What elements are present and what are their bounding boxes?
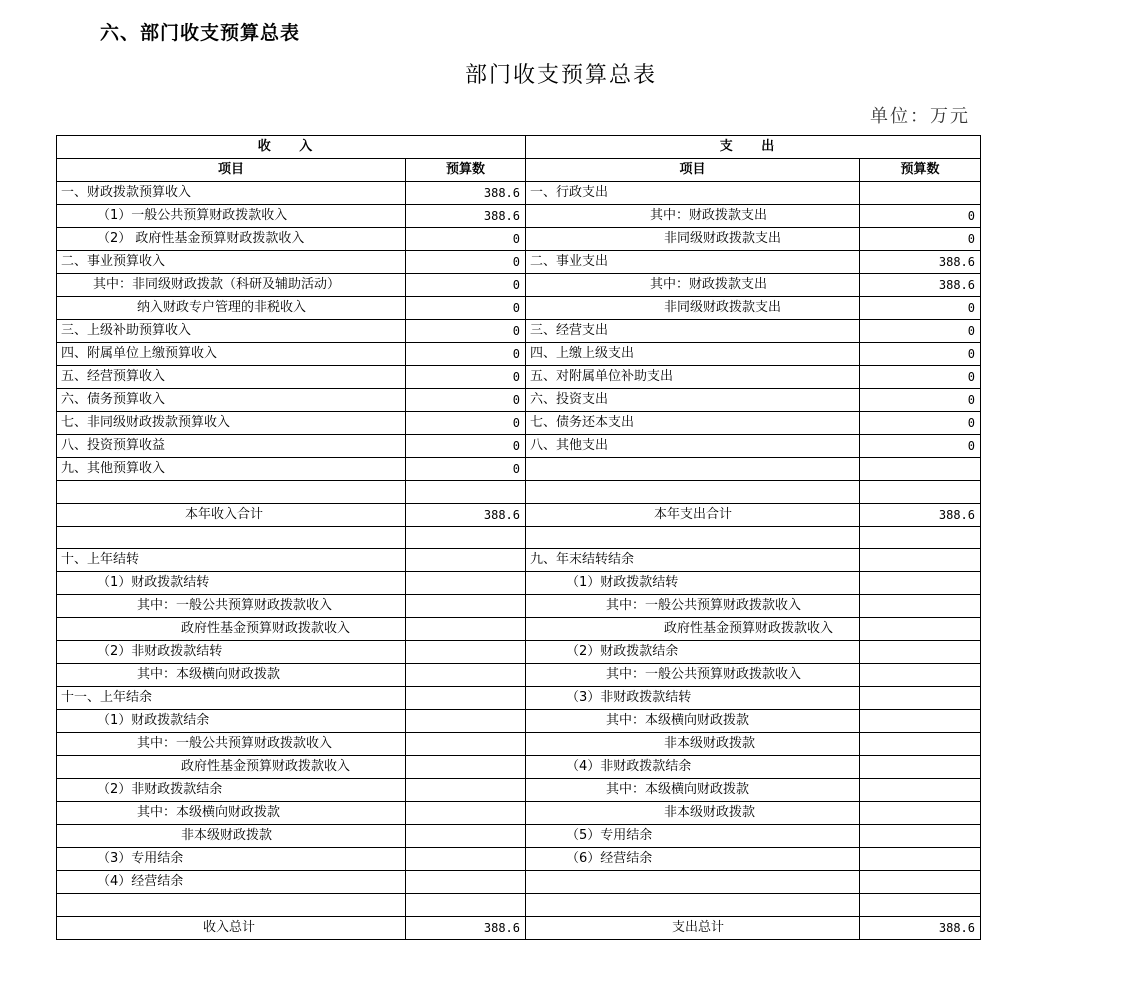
income-item-cell: （2）非财政拨款结转 bbox=[57, 641, 406, 664]
income-item-cell bbox=[57, 894, 406, 917]
income-item-cell: 三、上级补助预算收入 bbox=[57, 320, 406, 343]
expense-amount-cell bbox=[860, 572, 981, 595]
table-row bbox=[57, 274, 981, 297]
income-item-cell: 其中：本级横向财政拨款 bbox=[57, 802, 406, 825]
expense-item-cell: 支出总计 bbox=[526, 917, 860, 940]
table-group-header-row bbox=[57, 136, 981, 159]
table-row bbox=[57, 641, 981, 664]
income-amount-cell bbox=[406, 894, 526, 917]
income-amount-cell: 0 bbox=[406, 412, 526, 435]
income-amount-cell: 0 bbox=[406, 366, 526, 389]
income-amount-cell bbox=[406, 549, 526, 572]
table-row bbox=[57, 412, 981, 435]
section-heading: 六、部门收支预算总表 bbox=[100, 22, 301, 44]
expense-item-cell: （4）非财政拨款结余 bbox=[526, 756, 860, 779]
income-item-cell: 八、投资预算收益 bbox=[57, 435, 406, 458]
expense-item-cell: （2）财政拨款结余 bbox=[526, 641, 860, 664]
expense-amount-cell: 0 bbox=[860, 366, 981, 389]
expense-item-cell: （5）专用结余 bbox=[526, 825, 860, 848]
expense-item-cell: 本年支出合计 bbox=[526, 503, 860, 526]
income-item-cell: 七、非同级财政拨款预算收入 bbox=[57, 412, 406, 435]
income-item-header: 项目 bbox=[57, 159, 406, 182]
income-item-cell: 十一、上年结余 bbox=[57, 687, 406, 710]
expense-amount-cell bbox=[860, 481, 981, 504]
expense-amount-cell bbox=[860, 182, 981, 205]
income-item-cell: （4）经营结余 bbox=[57, 871, 406, 894]
income-item-cell: 九、其他预算收入 bbox=[57, 458, 406, 481]
income-amount-cell bbox=[406, 595, 526, 618]
income-amount-cell bbox=[406, 572, 526, 595]
expense-amount-cell bbox=[860, 756, 981, 779]
income-item-cell: 政府性基金预算财政拨款收入 bbox=[57, 618, 406, 641]
table-row bbox=[57, 297, 981, 320]
expense-item-cell: 一、行政支出 bbox=[526, 182, 860, 205]
income-amount-cell bbox=[406, 733, 526, 756]
table-title: 部门收支预算总表 bbox=[464, 63, 657, 88]
income-item-cell: （1）财政拨款结转 bbox=[57, 572, 406, 595]
income-item-cell: 四、附属单位上缴预算收入 bbox=[57, 343, 406, 366]
expense-amount-cell: 0 bbox=[860, 412, 981, 435]
income-item-cell: 纳入财政专户管理的非税收入 bbox=[57, 297, 406, 320]
income-amount-cell: 0 bbox=[406, 274, 526, 297]
table-row bbox=[57, 549, 981, 572]
income-item-cell: 其中：一般公共预算财政拨款收入 bbox=[57, 595, 406, 618]
expense-item-cell: 非本级财政拨款 bbox=[526, 802, 860, 825]
income-item-cell: 其中：非同级财政拨款（科研及辅助活动） bbox=[57, 274, 406, 297]
table-row bbox=[57, 894, 981, 917]
income-item-cell: （1）财政拨款结余 bbox=[57, 710, 406, 733]
income-item-cell: （2）非财政拨款结余 bbox=[57, 779, 406, 802]
table-row bbox=[57, 572, 981, 595]
expense-amount-cell: 388.6 bbox=[860, 917, 981, 940]
table-row bbox=[57, 366, 981, 389]
income-item-cell: 其中：一般公共预算财政拨款收入 bbox=[57, 733, 406, 756]
income-group-header bbox=[57, 136, 526, 159]
income-amount-cell bbox=[406, 802, 526, 825]
income-amount-cell: 0 bbox=[406, 251, 526, 274]
income-item-cell: 十、上年结转 bbox=[57, 549, 406, 572]
income-amount-cell: 388.6 bbox=[406, 503, 526, 526]
expense-item-cell: 六、投资支出 bbox=[526, 389, 860, 412]
table-row bbox=[57, 481, 981, 504]
income-item-cell: 其中：本级横向财政拨款 bbox=[57, 664, 406, 687]
expense-group-label: 支 出 bbox=[719, 139, 787, 154]
expense-amount-cell bbox=[860, 549, 981, 572]
expense-amount-cell bbox=[860, 733, 981, 756]
income-amount-cell bbox=[406, 871, 526, 894]
income-amount-cell: 388.6 bbox=[406, 205, 526, 228]
income-amount-cell bbox=[406, 848, 526, 871]
income-amount-cell bbox=[406, 825, 526, 848]
budget-summary-table bbox=[56, 135, 981, 940]
income-item-cell: 一、财政拨款预算收入 bbox=[57, 182, 406, 205]
expense-amount-cell bbox=[860, 687, 981, 710]
table-column-header-row bbox=[57, 159, 981, 182]
expense-amount-cell: 388.6 bbox=[860, 251, 981, 274]
table-row bbox=[57, 251, 981, 274]
income-amount-cell bbox=[406, 710, 526, 733]
table-row bbox=[57, 595, 981, 618]
table-row bbox=[57, 710, 981, 733]
expense-item-cell: 其中：财政拨款支出 bbox=[526, 205, 860, 228]
income-item-cell: （2） 政府性基金预算财政拨款收入 bbox=[57, 228, 406, 251]
table-row bbox=[57, 618, 981, 641]
income-item-cell: （1）一般公共预算财政拨款收入 bbox=[57, 205, 406, 228]
income-amount-cell bbox=[406, 481, 526, 504]
income-amount-header: 预算数 bbox=[406, 159, 526, 182]
expense-item-cell bbox=[526, 871, 860, 894]
income-amount-cell: 388.6 bbox=[406, 917, 526, 940]
expense-amount-cell: 388.6 bbox=[860, 503, 981, 526]
unit-label: 单位：万元 bbox=[870, 106, 970, 127]
income-amount-cell bbox=[406, 618, 526, 641]
expense-amount-cell: 0 bbox=[860, 435, 981, 458]
income-amount-cell: 0 bbox=[406, 320, 526, 343]
income-item-cell: 收入总计 bbox=[57, 917, 406, 940]
expense-amount-cell bbox=[860, 871, 981, 894]
table-row bbox=[57, 389, 981, 412]
expense-item-cell bbox=[526, 894, 860, 917]
expense-item-cell: 九、年末结转结余 bbox=[526, 549, 860, 572]
expense-amount-cell bbox=[860, 825, 981, 848]
income-amount-cell bbox=[406, 756, 526, 779]
income-amount-cell: 0 bbox=[406, 297, 526, 320]
income-item-cell: 非本级财政拨款 bbox=[57, 825, 406, 848]
expense-item-cell: 其中：本级横向财政拨款 bbox=[526, 779, 860, 802]
table-row bbox=[57, 228, 981, 251]
table-row bbox=[57, 503, 981, 526]
income-amount-cell: 0 bbox=[406, 343, 526, 366]
table-row bbox=[57, 733, 981, 756]
income-amount-cell: 388.6 bbox=[406, 182, 526, 205]
expense-item-cell: 其中：本级横向财政拨款 bbox=[526, 710, 860, 733]
income-amount-cell bbox=[406, 687, 526, 710]
income-amount-cell: 0 bbox=[406, 435, 526, 458]
expense-amount-cell bbox=[860, 802, 981, 825]
expense-amount-cell bbox=[860, 664, 981, 687]
table-row bbox=[57, 526, 981, 549]
table-row bbox=[57, 871, 981, 894]
expense-item-cell: 七、债务还本支出 bbox=[526, 412, 860, 435]
expense-amount-cell bbox=[860, 848, 981, 871]
expense-item-cell bbox=[526, 481, 860, 504]
expense-item-cell: 其中：一般公共预算财政拨款收入 bbox=[526, 595, 860, 618]
expense-amount-cell: 0 bbox=[860, 297, 981, 320]
income-item-cell: 二、事业预算收入 bbox=[57, 251, 406, 274]
expense-amount-cell bbox=[860, 641, 981, 664]
expense-amount-cell bbox=[860, 618, 981, 641]
expense-item-cell: （6）经营结余 bbox=[526, 848, 860, 871]
income-item-cell: 六、债务预算收入 bbox=[57, 389, 406, 412]
expense-amount-cell bbox=[860, 710, 981, 733]
expense-group-header bbox=[526, 136, 981, 159]
table-row bbox=[57, 848, 981, 871]
expense-amount-cell bbox=[860, 595, 981, 618]
expense-item-cell bbox=[526, 458, 860, 481]
expense-amount-cell: 0 bbox=[860, 205, 981, 228]
income-item-cell: 本年收入合计 bbox=[57, 503, 406, 526]
expense-item-cell: 非同级财政拨款支出 bbox=[526, 297, 860, 320]
table-row bbox=[57, 825, 981, 848]
income-amount-cell bbox=[406, 779, 526, 802]
expense-amount-header: 预算数 bbox=[860, 159, 981, 182]
table-row bbox=[57, 320, 981, 343]
income-item-cell bbox=[57, 481, 406, 504]
table-row bbox=[57, 182, 981, 205]
expense-item-cell: 三、经营支出 bbox=[526, 320, 860, 343]
table-row bbox=[57, 802, 981, 825]
income-item-cell: （3）专用结余 bbox=[57, 848, 406, 871]
expense-item-cell: （3）非财政拨款结转 bbox=[526, 687, 860, 710]
expense-amount-cell: 388.6 bbox=[860, 274, 981, 297]
expense-item-cell: 非本级财政拨款 bbox=[526, 733, 860, 756]
expense-amount-cell: 0 bbox=[860, 389, 981, 412]
income-item-cell bbox=[57, 526, 406, 549]
table-row bbox=[57, 458, 981, 481]
expense-amount-cell bbox=[860, 458, 981, 481]
expense-amount-cell bbox=[860, 526, 981, 549]
expense-amount-cell bbox=[860, 894, 981, 917]
table-row bbox=[57, 779, 981, 802]
expense-item-cell: 其中：财政拨款支出 bbox=[526, 274, 860, 297]
table-row bbox=[57, 435, 981, 458]
expense-item-cell: 八、其他支出 bbox=[526, 435, 860, 458]
income-amount-cell bbox=[406, 664, 526, 687]
table-row bbox=[57, 343, 981, 366]
table-row bbox=[57, 205, 981, 228]
expense-item-cell: 非同级财政拨款支出 bbox=[526, 228, 860, 251]
income-amount-cell: 0 bbox=[406, 389, 526, 412]
expense-item-cell: 二、事业支出 bbox=[526, 251, 860, 274]
income-amount-cell: 0 bbox=[406, 458, 526, 481]
expense-item-cell: 四、上缴上级支出 bbox=[526, 343, 860, 366]
expense-item-header: 项目 bbox=[526, 159, 860, 182]
income-amount-cell bbox=[406, 641, 526, 664]
expense-item-cell: 政府性基金预算财政拨款收入 bbox=[526, 618, 860, 641]
table-row bbox=[57, 664, 981, 687]
income-item-cell: 五、经营预算收入 bbox=[57, 366, 406, 389]
expense-item-cell: （1）财政拨款结转 bbox=[526, 572, 860, 595]
expense-amount-cell: 0 bbox=[860, 343, 981, 366]
table-row bbox=[57, 687, 981, 710]
table-row bbox=[57, 917, 981, 940]
income-item-cell: 政府性基金预算财政拨款收入 bbox=[57, 756, 406, 779]
expense-item-cell: 其中：一般公共预算财政拨款收入 bbox=[526, 664, 860, 687]
expense-item-cell bbox=[526, 526, 860, 549]
table-row bbox=[57, 756, 981, 779]
expense-item-cell: 五、对附属单位补助支出 bbox=[526, 366, 860, 389]
expense-amount-cell: 0 bbox=[860, 320, 981, 343]
expense-amount-cell bbox=[860, 779, 981, 802]
income-group-label: 收 入 bbox=[257, 139, 325, 154]
income-amount-cell: 0 bbox=[406, 228, 526, 251]
income-amount-cell bbox=[406, 526, 526, 549]
expense-amount-cell: 0 bbox=[860, 228, 981, 251]
